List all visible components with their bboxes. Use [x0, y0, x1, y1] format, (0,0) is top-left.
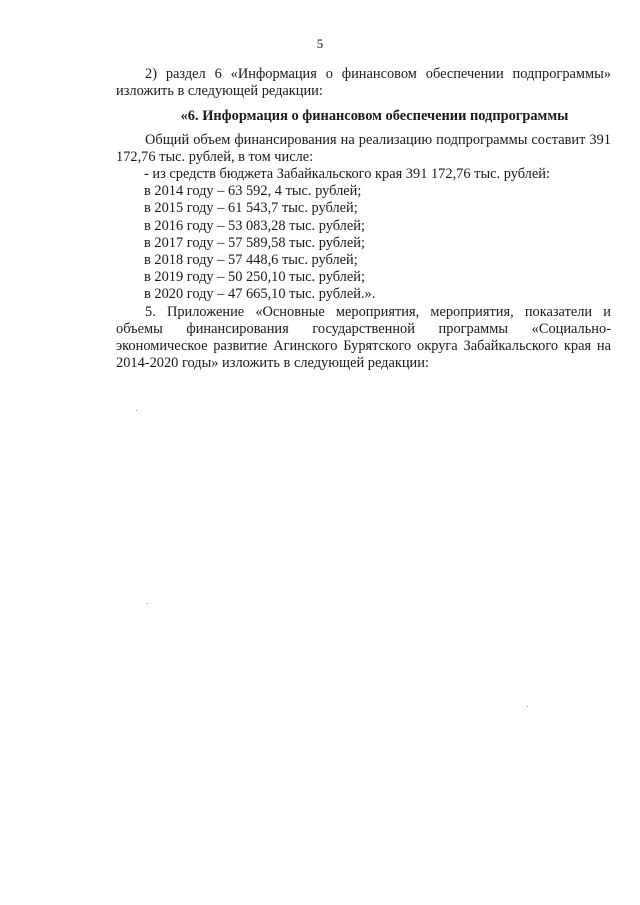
budget-source-line: - из средств бюджета Забайкальского края 391 172,76 тыс. рублей: — [144, 166, 550, 183]
year-2020-line: в 2020 году – 47 665,10 тыс. рублей.». — [144, 286, 376, 303]
year-2019-line: в 2019 году – 50 250,10 тыс. рублей; — [144, 269, 365, 286]
section-heading: «6. Информация о финансовом обеспечении подпрограммы — [180, 108, 569, 125]
scan-speck — [136, 410, 137, 411]
year-2014-line: в 2014 году – 63 592, 4 тыс. рублей; — [144, 183, 362, 200]
scan-speck — [147, 603, 148, 604]
item-5-paragraph: 5. Приложение «Основные мероприятия, мероприятия, показатели и объемы финансирования государственной программы «Социально-экономическое развитие Агинского Бурятского округа Забайкальского края на 2014-2020 годы» изложить в следующей редакции: — [116, 303, 611, 372]
page-number: 5 — [316, 36, 324, 51]
year-2016-line: в 2016 году – 53 083,28 тыс. рублей; — [144, 217, 365, 234]
year-2017-line: в 2017 году – 57 589,58 тыс. рублей; — [144, 234, 365, 251]
item-2-paragraph: 2) раздел 6 «Информация о финансовом обеспечении подпрограммы» изложить в следующей редакции: — [116, 66, 611, 100]
scan-speck — [527, 706, 528, 707]
total-financing-paragraph: Общий объем финансирования на реализацию подпрограммы составит 391 172,76 тыс. рублей, в том числе: — [116, 131, 611, 165]
document-body — [116, 66, 611, 372]
year-2018-line: в 2018 году – 57 448,6 тыс. рублей; — [144, 252, 358, 269]
year-2015-line: в 2015 году – 61 543,7 тыс. рублей; — [144, 200, 358, 217]
